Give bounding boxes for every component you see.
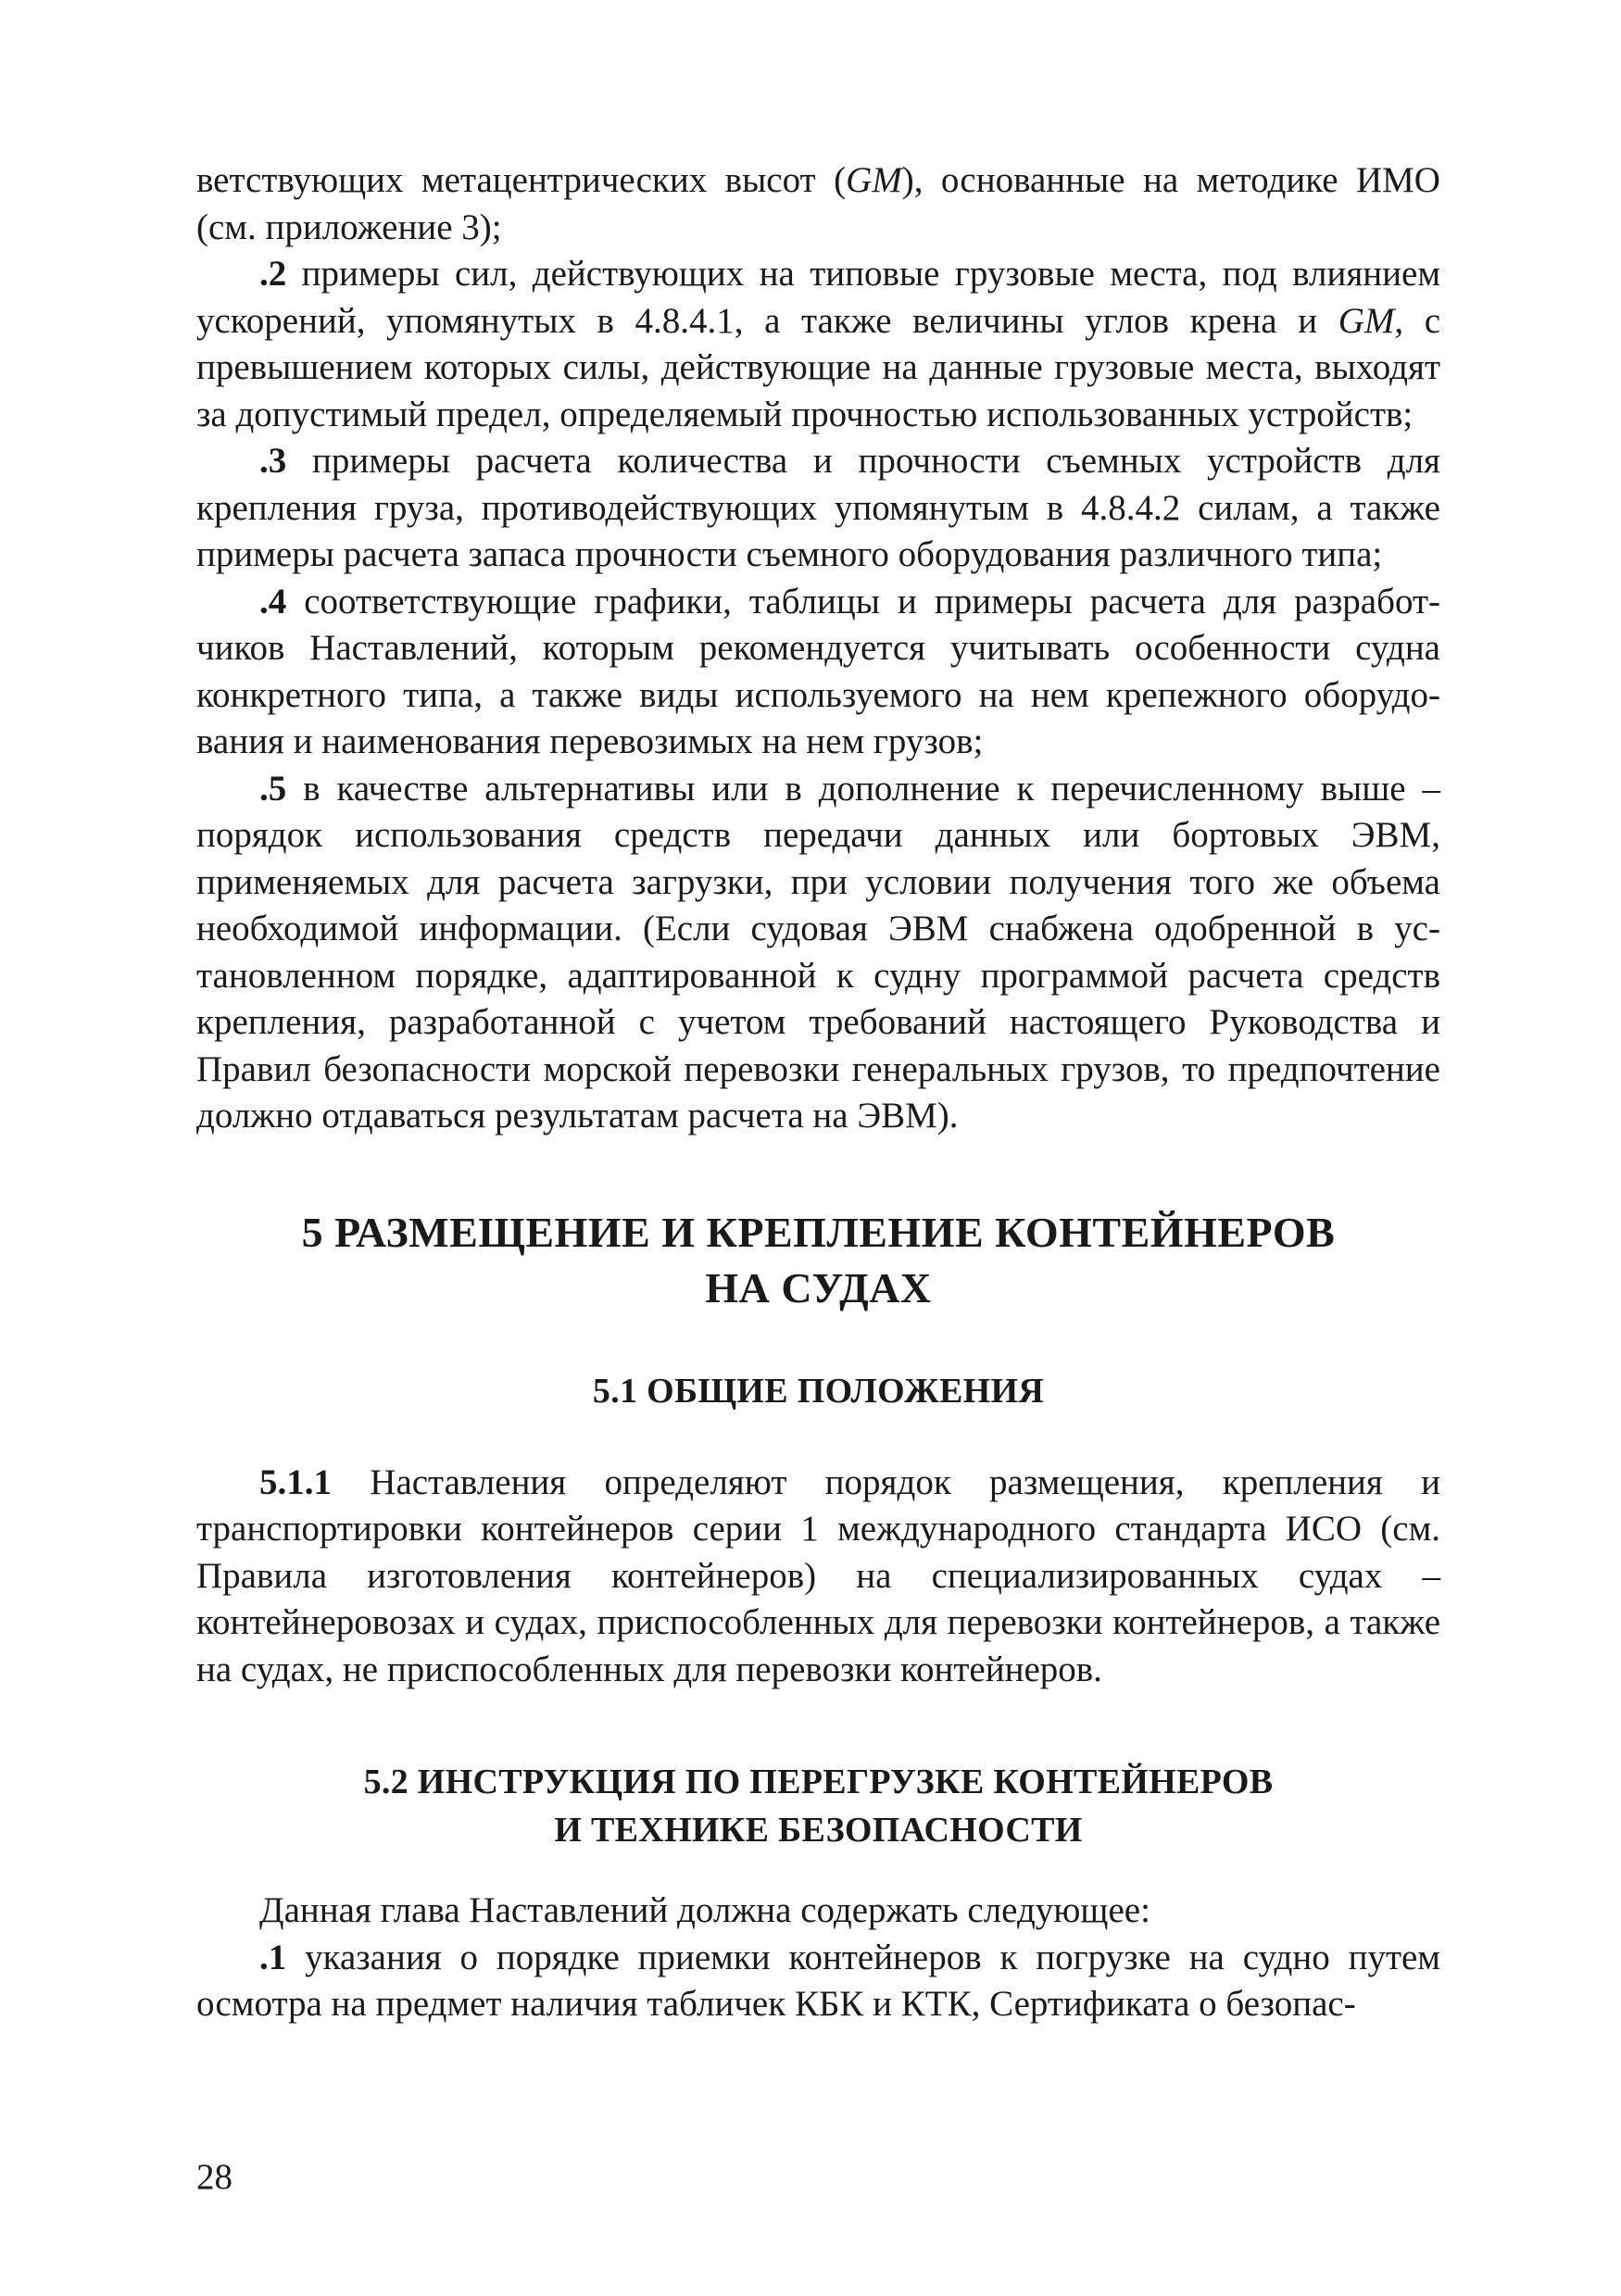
text-run: примеры сил, действующих на типовые грузовые места, под влиянием ускорений, упомянутых в 4.8.4.1, а также величины углов крена и [196, 254, 1440, 341]
section-5-1 [196, 1367, 1440, 1415]
section-title: 5.1 ОБЩИЕ ПОЛОЖЕНИЯ [592, 1371, 1045, 1411]
section-5-2 [196, 1758, 1440, 1854]
text-run: ветствующих метацентрических высот ( [196, 160, 847, 200]
text-run: в качестве альтернативы или в дополнение к перечисленному выше – порядок использования средств передачи данных или бортовых ЭВМ, применяемых для расчета загрузки, при условии получения того же объема необходимой информации. (Если судовая ЭВМ снабжена одобренной в установленном порядке, адаптированной к судну программой расчета средств крепления, разработанной с учетом требований настоящего Руководства и Правил безопасности морской перевозки генеральных грузов, то предпочтение должно отдаваться результатам расчета на ЭВМ). [196, 768, 1440, 1135]
text-run: указания о порядке приемки контейнеров к погрузке на судно путем осмотра на предмет наличия табличек КБК и КТК, Сертификата о безопас- [196, 1937, 1440, 2024]
list-item-1 [196, 1935, 1440, 2028]
text-run: Наставления определяют порядок размещения, крепления и транспортировки контейнеров серии 1 международного стандарта ИСО (см. Правила изготовления контейнеров) на специализированных судах – контейнеровозах и судах, приспособленных для перевозки контейнеров, а также на судах, не приспособленных для перевозки контейнеров. [196, 1462, 1440, 1689]
list-item-5 [196, 766, 1440, 1140]
list-item-4 [196, 579, 1440, 766]
list-item-2 [196, 251, 1440, 438]
section-title-line-1: 5.2 ИНСТРУКЦИЯ ПО ПЕРЕГРУЗКЕ КОНТЕЙНЕРОВ [363, 1763, 1274, 1801]
section-5-2-body [196, 1888, 1440, 2028]
item-number: .2 [259, 254, 287, 294]
clause-paragraph [196, 1460, 1440, 1694]
page-number: 28 [196, 2157, 232, 2197]
clause-5-1-1 [196, 1460, 1440, 1694]
list-item-3 [196, 438, 1440, 579]
clause-number: 5.1.1 [259, 1462, 332, 1502]
gm-symbol: GM [1338, 300, 1395, 341]
text-run: примеры расчета количества и прочности съемных устройств для крепления груза, противодействующих упомянутым в 4.8.4.2 силам, а также примеры расчета запаса прочности съемного оборудования различного типа; [196, 441, 1440, 574]
paragraph-continuation [196, 157, 1440, 251]
text-run: ), основанные на методике ИМО (см. приложение 3); [196, 160, 1440, 247]
item-number: .1 [259, 1937, 287, 1977]
chapter-title-line-1: 5 РАЗМЕЩЕНИЕ И КРЕПЛЕНИЕ КОНТЕЙНЕРОВ [301, 1208, 1336, 1256]
intro-paragraph: Данная глава Наставлений должна содержать следующее: [259, 1890, 1150, 1930]
chapter-heading [196, 1205, 1440, 1316]
item-number: .5 [259, 768, 287, 809]
chapter-title-line-2: НА СУДАХ [705, 1263, 932, 1311]
text-run: соответствующие графики, таблицы и примеры расчета для разработчиков Наставлений, которым рекомендуется учитывать особенности судна конкретного типа, а также виды используемого на нем крепежного оборудования и наименования перевозимых на нем грузов; [196, 581, 1440, 761]
text-run: , с превышением которых силы, действующие на данные грузовые места, выходят за допустимый предел, определяемый прочностью использованных устройств; [196, 300, 1441, 434]
item-number: .3 [259, 441, 287, 481]
item-number: .4 [259, 581, 287, 621]
section-title-line-2: И ТЕХНИКЕ БЕЗОПАСНОСТИ [554, 1811, 1083, 1850]
gm-symbol: GM [846, 160, 902, 200]
page-content [196, 157, 1440, 2028]
